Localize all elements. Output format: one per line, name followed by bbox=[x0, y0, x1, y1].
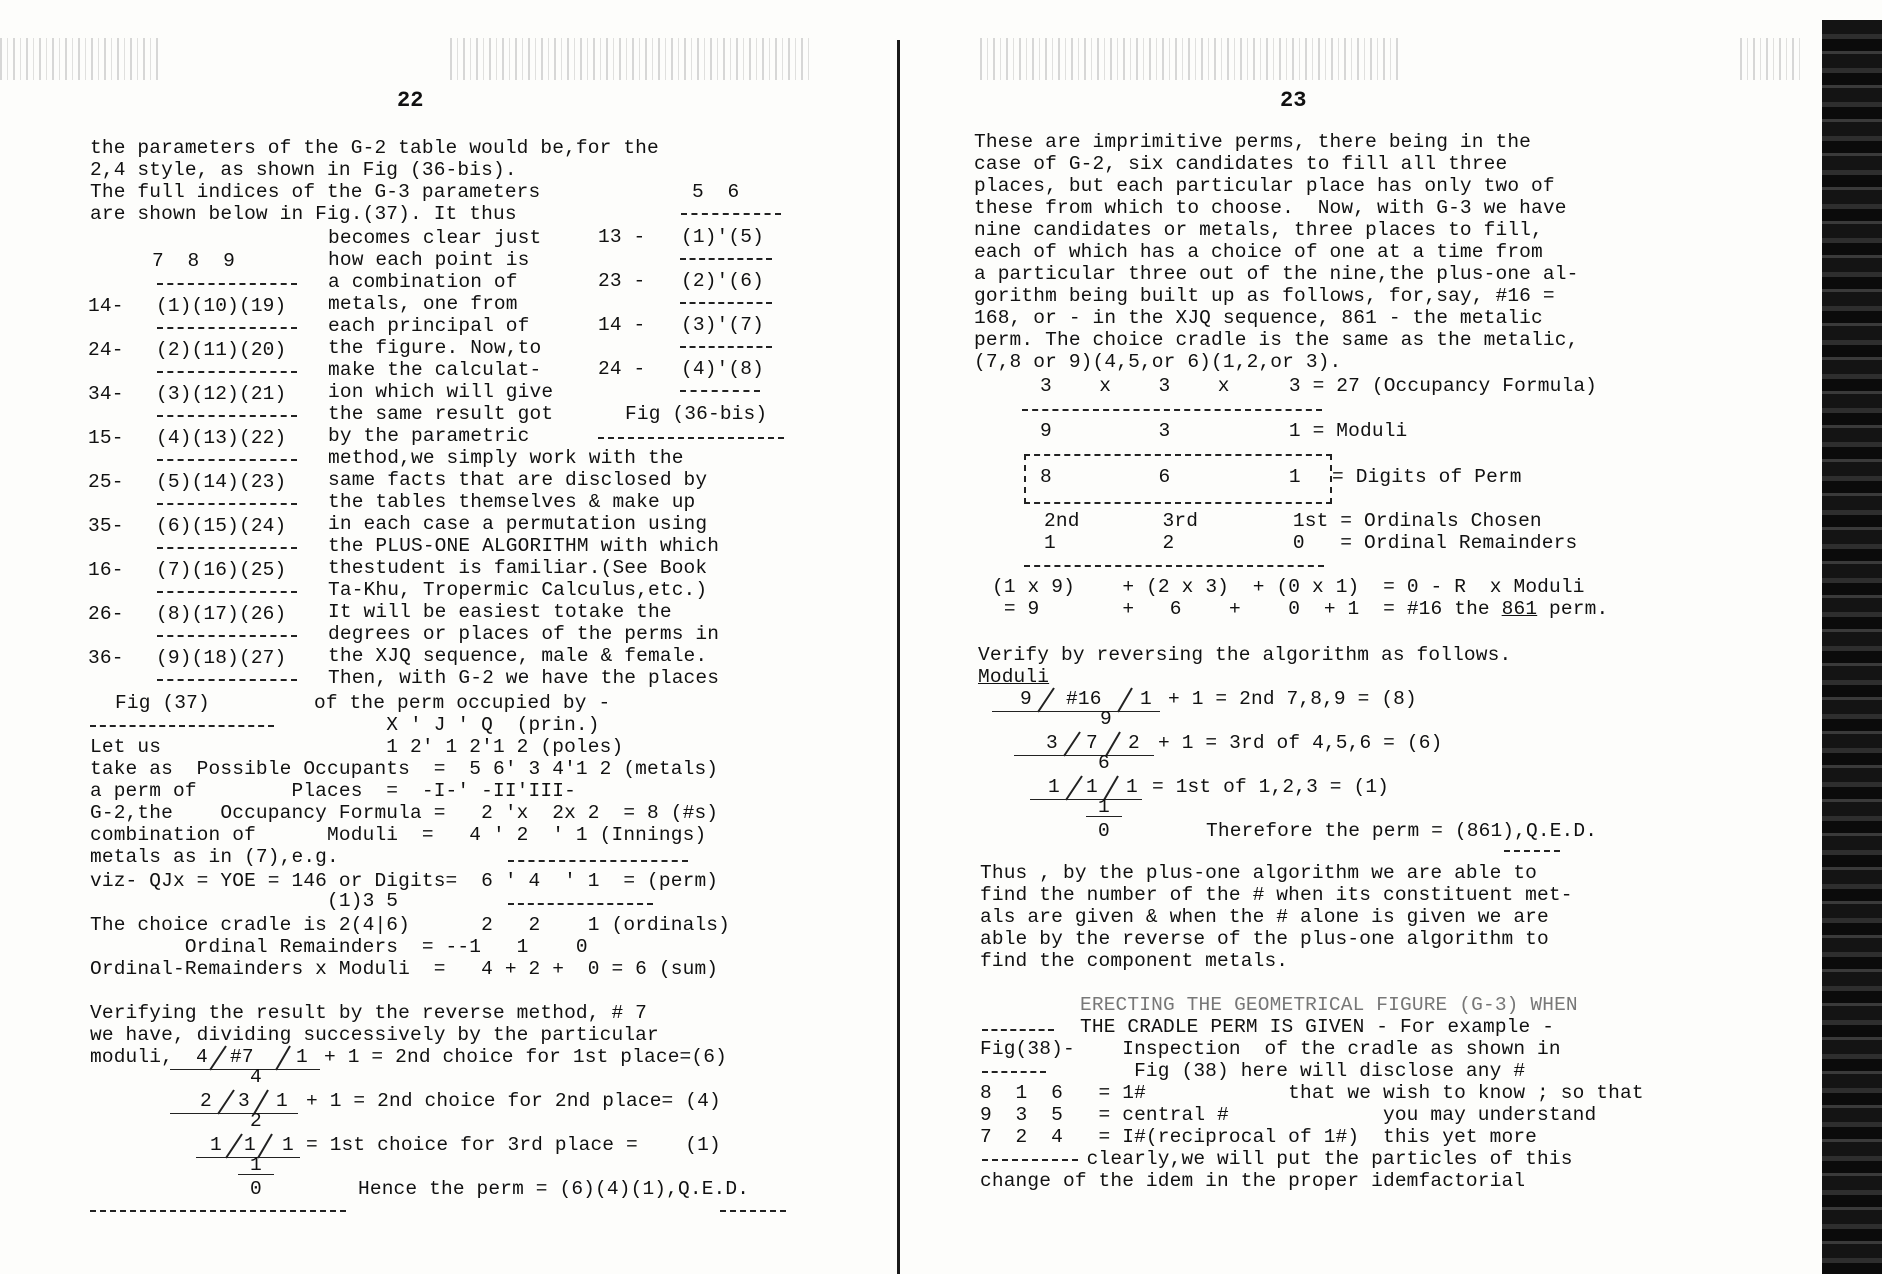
fig38-line: 8 1 6 = 1# that we wish to know ; so that bbox=[980, 1082, 1644, 1104]
fig38-line: 9 3 5 = central # you may understand bbox=[980, 1104, 1597, 1126]
fig37-row-cells: (2)(11)(20) bbox=[156, 339, 287, 361]
fig36bis-header: 5 6 bbox=[692, 181, 740, 203]
text-line: the PLUS-ONE ALGORITHM with which bbox=[328, 535, 720, 557]
divider bbox=[680, 390, 760, 392]
ordinals-row: 2nd 3rd 1st = Ordinals Chosen bbox=[1044, 510, 1542, 532]
dividend: 7 bbox=[1086, 732, 1098, 754]
underline bbox=[170, 1113, 298, 1114]
text-line: The full indices of the G-3 parameters bbox=[90, 181, 541, 203]
perm-table-line: Ordinal-Remainders x Moduli = 4 + 2 + 0 = 6 (sum) bbox=[90, 958, 719, 980]
fig37-row-cells: (9)(18)(27) bbox=[156, 647, 287, 669]
text-line: nine candidates or metals, three places to fill, bbox=[974, 219, 1543, 241]
book-binding-edge bbox=[1822, 20, 1882, 1274]
right-page bbox=[900, 0, 1882, 1274]
fig37-row-cells: (6)(15)(24) bbox=[156, 515, 287, 537]
text-line: case of G-2, six candidates to fill all three bbox=[974, 153, 1508, 175]
text-line: degrees or places of the perms in bbox=[328, 623, 720, 645]
fig37-row-label: 34- bbox=[88, 383, 124, 405]
fig36bis-label: 23 - bbox=[598, 270, 646, 292]
dividend: 1 bbox=[1086, 776, 1098, 798]
step-result: = 1st of 1,2,3 = (1) bbox=[1152, 776, 1390, 798]
fig37-row-label: 16- bbox=[88, 559, 124, 581]
quotient: 4 bbox=[250, 1066, 262, 1088]
fig38-line: Fig (38) here will disclose any # bbox=[980, 1060, 1526, 1082]
fig37-row-label: 25- bbox=[88, 471, 124, 493]
text-line: thestudent is familiar.(See Book bbox=[328, 557, 708, 579]
remainder: 2 bbox=[1128, 732, 1140, 754]
conclusion: Hence the perm = (6)(4)(1),Q.E.D. bbox=[358, 1178, 750, 1200]
text-line: These are imprimitive perms, there being in the bbox=[974, 131, 1532, 153]
moduli-row: 9 3 1 = Moduli bbox=[1040, 420, 1408, 442]
underline bbox=[1030, 799, 1142, 800]
divider bbox=[157, 591, 297, 593]
divider bbox=[157, 283, 297, 285]
text-line: Verifying the result by the reverse method, # 7 bbox=[90, 1002, 648, 1024]
divisor: 9 bbox=[1020, 688, 1032, 710]
formula-text: = 9 + 6 + 0 + 1 = #16 the bbox=[992, 598, 1502, 620]
remainder: 1 bbox=[276, 1090, 288, 1112]
step-result: = 1st choice for 3rd place = (1) bbox=[306, 1134, 721, 1156]
text-line: ion which will give bbox=[328, 381, 554, 403]
text-line: a combination of bbox=[328, 271, 518, 293]
divider bbox=[680, 346, 772, 348]
text-line: Ta-Khu, Tropermic Calculus,etc.) bbox=[328, 579, 708, 601]
perm-table-line: G-2,the Occupancy Formula = 2 'x 2x 2 = 8 (#s) bbox=[90, 802, 719, 824]
dividend: #7 bbox=[230, 1046, 254, 1068]
underline bbox=[992, 711, 1160, 712]
fig37-caption: Fig (37) bbox=[115, 692, 210, 714]
fig38-line: change of the idem in the proper idemfactorial bbox=[980, 1170, 1526, 1192]
perm-number: 861 bbox=[1501, 598, 1538, 620]
text-line: metals, one from bbox=[328, 293, 518, 315]
text-line: perm. The choice cradle is the same as the metalic, bbox=[974, 329, 1579, 351]
quotient: 2 bbox=[250, 1110, 262, 1132]
final-zero: 0 bbox=[250, 1178, 262, 1200]
fig37-row-label: 26- bbox=[88, 603, 124, 625]
perm-table-line: metals as in (7),e.g. bbox=[90, 846, 339, 868]
text-line: these from which to choose. Now, with G-3 we have bbox=[974, 197, 1567, 219]
fig37-row-cells: (1)(10)(19) bbox=[156, 295, 287, 317]
text-line: able by the reverse of the plus-one algorithm to bbox=[980, 928, 1549, 950]
text-line: are shown below in Fig.(37). It thus bbox=[90, 203, 517, 225]
step-result: + 1 = 2nd choice for 1st place=(6) bbox=[324, 1046, 727, 1068]
fig36bis-cells: (3)'(7) bbox=[681, 314, 764, 336]
fig37-row-label: 15- bbox=[88, 427, 124, 449]
text-line: the XJQ sequence, male & female. bbox=[328, 645, 708, 667]
fig36bis-cells: (1)'(5) bbox=[681, 226, 764, 248]
text-line: the tables themselves & make up bbox=[328, 491, 696, 513]
fig36bis-label: 24 - bbox=[598, 358, 646, 380]
quotient: 6 bbox=[1098, 752, 1110, 774]
divider bbox=[508, 903, 653, 905]
fig36bis-cells: (4)'(8) bbox=[681, 358, 764, 380]
fig37-row-label: 24- bbox=[88, 339, 124, 361]
left-page bbox=[0, 0, 900, 1274]
text-line: each of which has a choice of one at a time from bbox=[974, 241, 1543, 263]
divider bbox=[157, 415, 297, 417]
fig36bis-caption: Fig (36-bis) bbox=[625, 403, 768, 425]
divider bbox=[982, 1029, 1054, 1031]
text-line: (7,8 or 9)(4,5,or 6)(1,2,or 3). bbox=[974, 351, 1342, 373]
remainders-row: 1 2 0 = Ordinal Remainders bbox=[1044, 532, 1578, 554]
perm-table-line: X ' J ' Q (prin.) bbox=[90, 714, 600, 736]
underline bbox=[170, 1069, 320, 1070]
text-line: 2,4 style, as shown in Fig (36-bis). bbox=[90, 159, 517, 181]
scan-speckle bbox=[450, 38, 810, 80]
text-line: places, but each particular place has only two of bbox=[974, 175, 1555, 197]
divider bbox=[90, 1210, 346, 1212]
step-result: + 1 = 2nd 7,8,9 = (8) bbox=[1168, 688, 1417, 710]
fig37-row-cells: (8)(17)(26) bbox=[156, 603, 287, 625]
fig37-row-cells: (3)(12)(21) bbox=[156, 383, 287, 405]
fig38-line: 7 2 4 = I#(reciprocal of 1#) this yet more bbox=[980, 1126, 1538, 1148]
text-line: the same result got bbox=[328, 403, 554, 425]
quotient: 1 bbox=[1098, 796, 1110, 818]
text-line: find the number of the # when its constituent met- bbox=[980, 884, 1573, 906]
divider bbox=[157, 327, 297, 329]
divider bbox=[598, 437, 784, 439]
section-subheading: THE CRADLE PERM IS GIVEN - For example - bbox=[1080, 1016, 1555, 1038]
step-result: + 1 = 3rd of 4,5,6 = (6) bbox=[1158, 732, 1443, 754]
perm-table-line: combination of Moduli = 4 ' 2 ' 1 (Innings) bbox=[90, 824, 707, 846]
text-line: of the perm occupied by - bbox=[314, 692, 611, 714]
dividend: 3 bbox=[238, 1090, 250, 1112]
divider bbox=[681, 213, 781, 215]
divider bbox=[157, 635, 297, 637]
divider bbox=[1024, 565, 1324, 567]
perm-table-line: viz- QJx = YOE = 146 or Digits= 6 ' 4 ' 1 = (perm) bbox=[90, 870, 719, 892]
divider bbox=[157, 459, 297, 461]
digits-row: 8 6 1 bbox=[1040, 466, 1301, 488]
divisor: 2 bbox=[200, 1090, 212, 1112]
underline bbox=[1014, 755, 1154, 756]
divider bbox=[1022, 409, 1322, 411]
text-line: we have, dividing successively by the particular bbox=[90, 1024, 659, 1046]
fig38-line: Fig(38)- Inspection of the cradle as shown in bbox=[980, 1038, 1561, 1060]
quotient: 1 bbox=[250, 1154, 262, 1176]
fig36bis-label: 14 - bbox=[598, 314, 646, 336]
perm-table-line: (1)3 5 bbox=[90, 890, 399, 912]
step-result: + 1 = 2nd choice for 2nd place= (4) bbox=[306, 1090, 721, 1112]
remainder: 1 bbox=[1140, 688, 1152, 710]
text-line: 168, or - in the XJQ sequence, 861 - the metalic bbox=[974, 307, 1543, 329]
text-line: It will be easiest totake the bbox=[328, 601, 672, 623]
perm-table-line: Let us 1 2' 1 2'1 2 (poles) bbox=[90, 736, 624, 758]
text-line: in each case a permutation using bbox=[328, 513, 708, 535]
divider bbox=[680, 258, 772, 260]
text-line: als are given & when the # alone is given we are bbox=[980, 906, 1549, 928]
fig37-row-cells: (4)(13)(22) bbox=[156, 427, 287, 449]
text-line: moduli, bbox=[90, 1046, 173, 1068]
text-line: method,we simply work with the bbox=[328, 447, 684, 469]
scan-speckle bbox=[0, 38, 160, 80]
fig37-row-cells: (5)(14)(23) bbox=[156, 471, 287, 493]
perm-table-line: take as Possible Occupants = 5 6' 3 4'1 2 (metals) bbox=[90, 758, 719, 780]
text-line: how each point is bbox=[328, 249, 530, 271]
quotient: 9 bbox=[1100, 708, 1112, 730]
text-line: the figure. Now,to bbox=[328, 337, 542, 359]
formula-text: perm. bbox=[1537, 598, 1609, 620]
text-line: a particular three out of the nine,the plus-one al- bbox=[974, 263, 1579, 285]
page-number: 22 bbox=[397, 88, 424, 113]
fig37-row-label: 35- bbox=[88, 515, 124, 537]
occupancy-formula: 3 x 3 x 3 = 27 (Occupancy Formula) bbox=[1040, 375, 1598, 397]
formula-line: (1 x 9) + (2 x 3) + (0 x 1) = 0 - R x Moduli bbox=[992, 576, 1585, 598]
text-line: each principal of bbox=[328, 315, 530, 337]
fig37-row-label: 14- bbox=[88, 295, 124, 317]
divisor: 1 bbox=[210, 1134, 222, 1156]
perm-table-line: a perm of Places = -I-' -II'III- bbox=[90, 780, 576, 802]
text-line: make the calculat- bbox=[328, 359, 542, 381]
remainder: 1 bbox=[296, 1046, 308, 1068]
dividend: 1 bbox=[244, 1134, 256, 1156]
text-line: Then, with G-2 we have the places bbox=[328, 667, 720, 689]
divider bbox=[157, 371, 297, 373]
text-line: the parameters of the G-2 table would be,for the bbox=[90, 137, 659, 159]
text-line: find the component metals. bbox=[980, 950, 1289, 972]
text-line: Verify by reversing the algorithm as follows. bbox=[978, 644, 1512, 666]
scan-speckle bbox=[1740, 38, 1800, 80]
text-line: Thus , by the plus-one algorithm we are able to bbox=[980, 862, 1538, 884]
divisor: 3 bbox=[1046, 732, 1058, 754]
text-line: gorithm being built up as follows, for,say, #16 = bbox=[974, 285, 1555, 307]
divider bbox=[508, 860, 688, 862]
divider bbox=[1504, 850, 1560, 852]
underline bbox=[1086, 816, 1122, 817]
text-line: by the parametric bbox=[328, 425, 530, 447]
fig36bis-cells: (2)'(6) bbox=[681, 270, 764, 292]
formula-line bbox=[992, 598, 1608, 620]
divider bbox=[157, 679, 297, 681]
text-line: becomes clear just bbox=[328, 227, 542, 249]
fig36bis-label: 13 - bbox=[598, 226, 646, 248]
moduli-label: Moduli bbox=[978, 666, 1050, 688]
section-heading: ERECTING THE GEOMETRICAL FIGURE (G-3) WHEN bbox=[1080, 994, 1578, 1016]
fig37-row-label: 36- bbox=[88, 647, 124, 669]
fig37-columns: 7 8 9 bbox=[152, 250, 235, 272]
conclusion: Therefore the perm = (861),Q.E.D. bbox=[1206, 820, 1598, 842]
final-zero: 0 bbox=[1098, 820, 1110, 842]
dividend: #16 bbox=[1066, 688, 1102, 710]
remainder: 1 bbox=[282, 1134, 294, 1156]
fig37-row-cells: (7)(16)(25) bbox=[156, 559, 287, 581]
underline bbox=[238, 1174, 274, 1175]
text-line: same facts that are disclosed by bbox=[328, 469, 708, 491]
digits-label: = Digits of Perm bbox=[1332, 466, 1522, 488]
scan-speckle bbox=[980, 38, 1400, 80]
underline bbox=[196, 1157, 300, 1158]
divider bbox=[157, 503, 297, 505]
divider bbox=[680, 302, 772, 304]
perm-table-line: Ordinal Remainders = --1 1 0 bbox=[90, 936, 588, 958]
fig38-line: clearly,we will put the particles of this bbox=[980, 1148, 1573, 1170]
divider bbox=[157, 547, 297, 549]
divider bbox=[720, 1210, 786, 1212]
divisor: 4 bbox=[196, 1046, 208, 1068]
page-number: 23 bbox=[1280, 88, 1307, 113]
perm-table-line: The choice cradle is 2(4|6) 2 2 1 (ordinals) bbox=[90, 914, 731, 936]
divisor: 1 bbox=[1048, 776, 1060, 798]
remainder: 1 bbox=[1126, 776, 1138, 798]
